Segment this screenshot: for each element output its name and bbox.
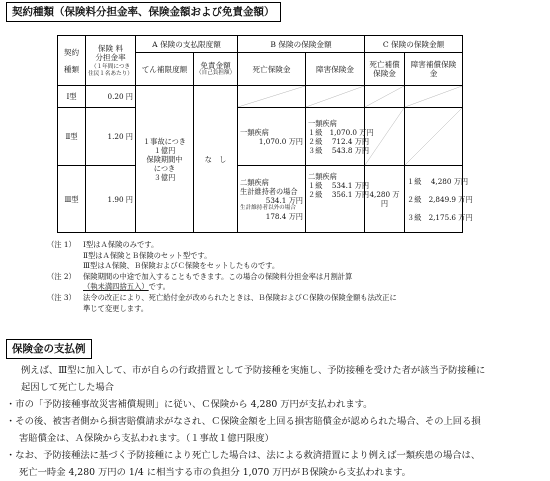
header-premium-rate (86, 36, 136, 86)
a-limit-line: １億円 (153, 145, 176, 155)
header-insurance-c: C 保険の保険金額 (365, 36, 463, 53)
note-1-line: Ⅱ型はＡ保険とＢ保険のセット型です。 (83, 250, 212, 260)
note-2 (47, 272, 547, 293)
row-rate-2: 1.20 円 (86, 108, 136, 166)
row-type-2: Ⅱ型 (58, 108, 86, 166)
note-2-line: 保険期間の中途で加入することもできます。この場合の保険料分担金率は月割計算 (83, 271, 353, 281)
note-3-line: 準じて変更します。 (83, 303, 149, 313)
b-death-line: 生計維持者の場合 (240, 186, 298, 196)
example-bullet-line: ・市の「予防接種事故災害補償規則」に従い、Ｃ保険から 4,280 万円が支払われます。 (6, 399, 373, 410)
header-b-disability: 障害保険金 (306, 53, 365, 86)
note-3 (47, 293, 547, 314)
header-c-death-line: 保険金 (373, 69, 396, 78)
c-disability-line: ２級 2,849.9 万円 (407, 194, 473, 204)
note-2-body (83, 272, 547, 293)
header-premium-rate-line: 保険 料 (97, 43, 124, 53)
b-disability-line: １級 534.1 万円 (308, 181, 370, 190)
example-bullet-line: ・なお、予防接種法に基づく予防接種により死亡した場合は、法による救済措置により例えば一類疾患の場合は、 (6, 450, 481, 461)
header-contract-type-line: 種類 (63, 64, 80, 74)
empty-diagonal-cell (306, 86, 365, 108)
empty-diagonal-cell (238, 86, 306, 108)
c-disability-type3 (405, 166, 473, 233)
contract-types-table (57, 35, 473, 233)
b-death-line: 生計維持者以外の場合 (240, 204, 296, 211)
empty-diagonal-cell (365, 108, 405, 166)
b-disability-type3 (306, 166, 370, 233)
note-3-line: 法令の改正により、死亡給付金が改められたときは、Ｂ保険およびＣ保険の保険金額も法改正に (83, 292, 397, 302)
note-1 (47, 240, 547, 272)
header-contract-type (58, 36, 86, 86)
header-c-disability: 障害補償保険金 (405, 53, 463, 86)
note-1-body (83, 240, 547, 272)
b-death-type3 (238, 166, 306, 233)
c-disability-line: １級 4,280 万円 (407, 176, 469, 186)
header-b-death: 死亡保険金 (238, 53, 306, 86)
note-3-mark: （注 3） (47, 292, 76, 302)
note-1-line: Ⅲ型はＡ保険、Ｂ保険およびＣ保険をセットしたものです。 (83, 261, 280, 271)
example-line: 害賠償金は、Ａ保険から支払われます。（１事故１億円限度） (19, 433, 274, 444)
note-1-mark: （注 1） (47, 240, 76, 249)
header-a-limit: てん補限度額 (136, 53, 194, 86)
table-notes (47, 240, 547, 314)
example-line: 死亡一時金 4,280 万円の 1/4 に相当する市の負担分 1,070 万円がＢ保険から支払われます。 (19, 467, 411, 478)
row-rate-3: 1.90 円 (86, 166, 136, 233)
a-deductible-cell: な し (194, 86, 238, 233)
note-2-mark: （注 2） (47, 271, 76, 281)
a-limit-line: １事故につき (143, 136, 186, 146)
b-death-line: 534.1 万円 (265, 195, 303, 205)
b-death-line: 一類疾病 (240, 127, 269, 137)
note-2-rounding: （執未満四捨五入） (83, 282, 149, 292)
c-disability-line: ３級 2,175.6 万円 (407, 212, 473, 222)
b-death-line: 二類疾病 (240, 177, 269, 187)
header-c-death-line: 死亡補償 (369, 60, 400, 69)
header-a-deductible-note: （自己負担額） (196, 70, 236, 76)
a-limit-line: につき (153, 163, 176, 173)
header-a-deductible (194, 53, 238, 86)
header-premium-rate-note: 住民１名あたり） (88, 70, 133, 77)
empty-diagonal-cell (405, 86, 463, 108)
example-line: 例えば、Ⅲ型に加入して、市が自らの行政措置として予防接種を実施し、予防接種を受けた者が該当予防接種に (21, 365, 486, 376)
row-type-3: Ⅲ型 (58, 166, 86, 233)
empty-diagonal-cell (365, 86, 405, 108)
note-2-tail: です。 (148, 282, 170, 292)
example-bullet-line: ・その後、被害者側から損害賠償請求がなされ、Ｃ保険金額を上回る損害賠償金が認められた場合、その上回る損 (6, 416, 481, 427)
b-disability-line: 二類疾病 (308, 172, 337, 181)
example-line: 起因して死亡した場合 (21, 382, 114, 393)
note-3-body (83, 293, 547, 314)
c-death-type3: 4,280 万円 (365, 166, 405, 233)
payment-example-heading: 保険金の支払例 (6, 339, 92, 359)
note-1-line: Ⅰ型はＡ保険のみです。 (83, 240, 159, 249)
row-type-1: Ⅰ型 (58, 86, 86, 108)
header-contract-type-line: 契約 (63, 47, 80, 57)
header-c-death (365, 53, 405, 86)
contract-types-heading: 契約種類（保険料分担金率、保険金額および免責金額） (6, 2, 281, 22)
b-disability-line: ２級 712.4 万円 (308, 136, 370, 146)
row-rate-1: 0.20 円 (86, 86, 136, 108)
b-disability-line: ３級 543.8 万円 (308, 145, 370, 155)
a-limit-line: ３億円 (153, 172, 176, 182)
a-limit-cell (136, 86, 194, 233)
header-premium-rate-line: 分担金率 (95, 52, 126, 62)
a-limit-line: 保険期間中 (146, 154, 183, 164)
header-insurance-b: B 保険の保険金額 (238, 36, 365, 53)
b-disability-type2 (306, 108, 374, 166)
b-disability-line: １級 1,070.0 万円 (308, 127, 374, 137)
b-death-line: 178.4 万円 (265, 211, 303, 221)
header-a-deductible-label: 免責金額 (200, 61, 231, 70)
header-insurance-a: A 保険の支払限度額 (136, 36, 238, 53)
empty-diagonal-cell (405, 108, 463, 166)
b-disability-line: ２級 356.1 万円 (308, 190, 370, 199)
note-2-line (83, 282, 547, 293)
payment-example-body (6, 362, 546, 481)
b-death-type2 (238, 108, 306, 166)
b-disability-line: 一類疾病 (308, 118, 337, 128)
b-death-line: 1,070.0 万円 (258, 136, 303, 146)
header-premium-rate-note: （１年間につき (90, 63, 131, 70)
